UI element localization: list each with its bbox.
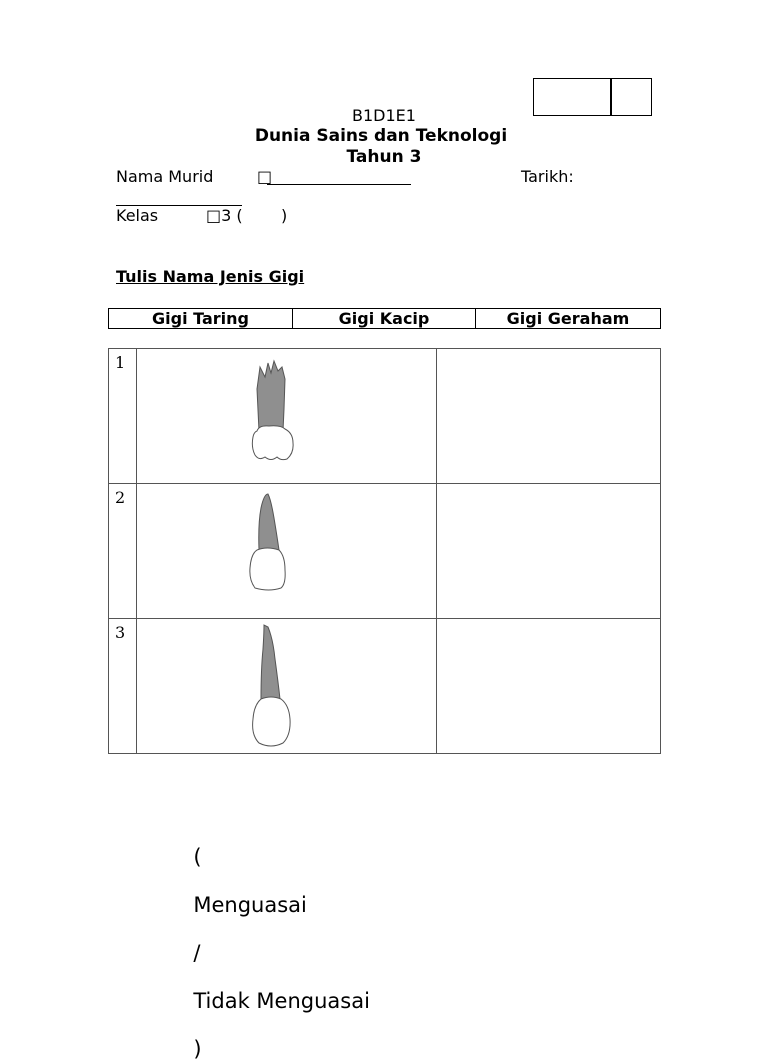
tooth-image-cell xyxy=(137,619,437,754)
class-close: ) xyxy=(281,206,288,225)
row-number: 2 xyxy=(109,484,137,619)
worksheet-code: B1D1E1 xyxy=(352,106,416,125)
answer-option: Gigi Kacip xyxy=(293,309,476,329)
teeth-table xyxy=(108,348,661,754)
worksheet-title: Dunia Sains dan Teknologi xyxy=(254,126,508,146)
tooth-image-cell xyxy=(137,484,437,619)
mastery-line xyxy=(180,821,370,1061)
name-line xyxy=(267,184,411,185)
row-number: 1 xyxy=(109,349,137,484)
name-marker: □ xyxy=(257,167,273,186)
answer-cell[interactable] xyxy=(436,349,660,484)
answer-option: Gigi Geraham xyxy=(476,309,661,329)
answer-options-table xyxy=(108,308,661,329)
class-marker: □3 ( xyxy=(206,206,243,225)
tooth-image-cell xyxy=(137,349,437,484)
mastery-option-not-achieved[interactable]: Tidak Menguasai xyxy=(193,989,370,1013)
molar-tooth-icon xyxy=(137,349,435,483)
name-label: Nama Murid xyxy=(116,167,214,186)
worksheet-year: Tahun 3 xyxy=(346,147,422,167)
class-label: Kelas xyxy=(116,206,159,225)
table-row xyxy=(109,349,661,484)
table-row xyxy=(109,619,661,754)
answer-option: Gigi Taring xyxy=(109,309,293,329)
incisor-tooth-icon xyxy=(137,484,435,618)
date-label: Tarikh: xyxy=(521,167,574,186)
mastery-option-achieved[interactable]: Menguasai xyxy=(193,893,307,917)
answer-cell[interactable] xyxy=(436,484,660,619)
table-row xyxy=(109,484,661,619)
mastery-close: ) xyxy=(193,1037,202,1061)
answer-cell[interactable] xyxy=(436,619,660,754)
mastery-separator: / xyxy=(193,941,201,965)
instruction-heading: Tulis Nama Jenis Gigi xyxy=(116,267,305,286)
canine-tooth-icon xyxy=(137,619,435,753)
row-number: 3 xyxy=(109,619,137,754)
mastery-open: ( xyxy=(193,845,202,869)
